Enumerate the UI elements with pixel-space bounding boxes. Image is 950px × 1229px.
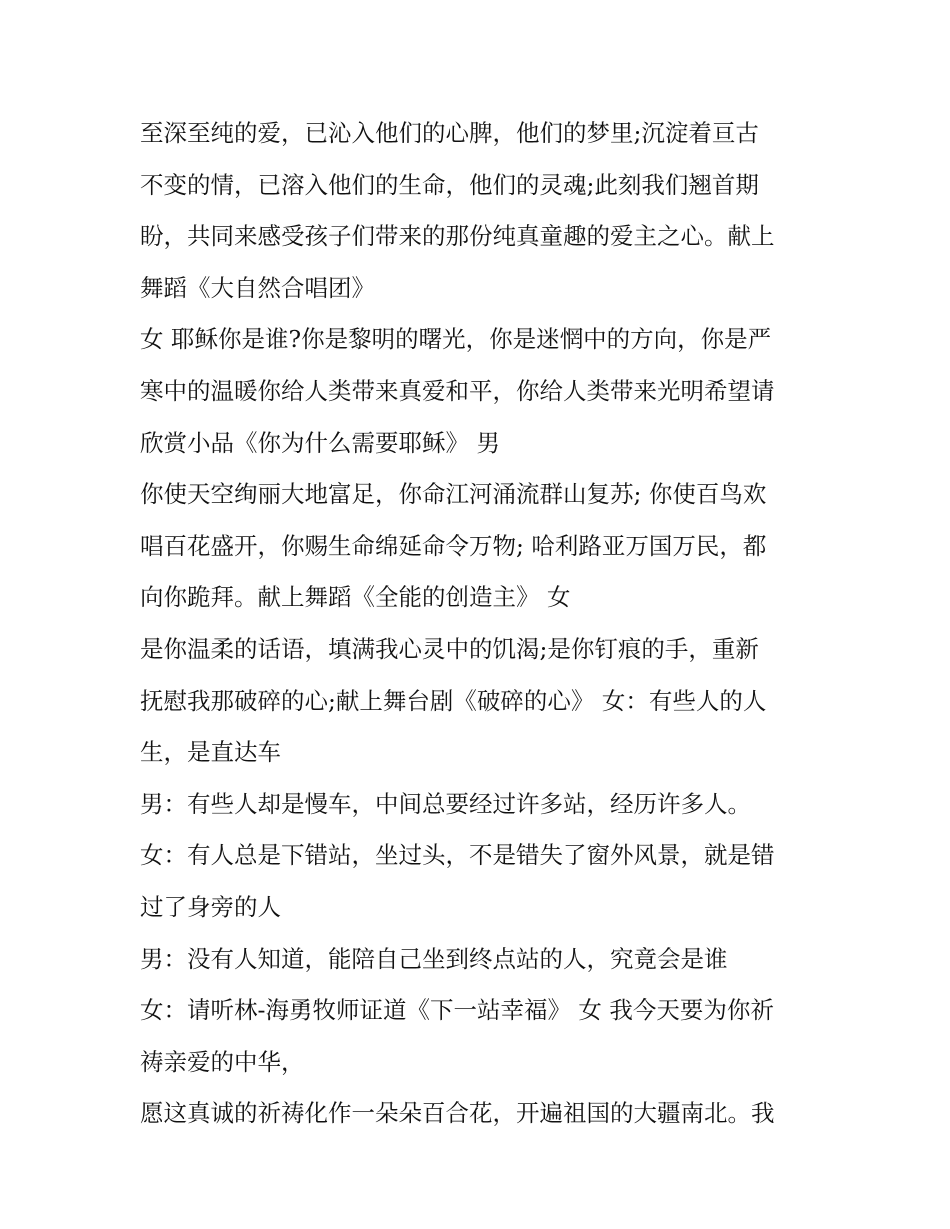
- text-line: 抚慰我那破碎的心;献上舞台剧《破碎的心》 女：有些人的人: [140, 686, 767, 715]
- text-line: 你使天空绚丽大地富足，你命江河涌流群山复苏; 你使百鸟欢: [140, 480, 767, 509]
- text-line: 不变的情，已溶入他们的生命，他们的灵魂;此刻我们翘首期: [140, 170, 759, 199]
- text-line: 寒中的温暖你给人类带来真爱和平，你给人类带来光明希望请: [140, 376, 775, 405]
- text-line: 女：有人总是下错站，坐过头，不是错失了窗外风景，就是错: [140, 841, 775, 870]
- text-line: 向你跪拜。献上舞蹈《全能的创造主》 女: [140, 583, 571, 612]
- text-line: 女：请听林-海勇牧师证道《下一站幸福》 女 我今天要为你祈: [140, 996, 774, 1025]
- text-line: 欣赏小品《你为什么需要耶稣》 男: [140, 428, 500, 457]
- document-body: [140, 108, 820, 1140]
- text-line: 唱百花盛开，你赐生命绵延命令万物; 哈利路亚万国万民，都: [140, 531, 767, 560]
- text-line: 至深至纯的爱，已沁入他们的心脾，他们的梦里;沉淀着亘古: [140, 119, 759, 147]
- text-line: 男：没有人知道，能陪自己坐到终点站的人，究竟会是谁: [140, 944, 728, 973]
- text-line: 女 耶稣你是谁?你是黎明的曙光，你是迷惘中的方向，你是严: [140, 325, 772, 354]
- text-line: 祷亲爱的中华，: [140, 1047, 305, 1076]
- text-line: 是你温柔的话语，填满我心灵中的饥渴;是你钉痕的手，重新: [140, 634, 759, 663]
- text-line: 过了身旁的人: [140, 892, 281, 921]
- text-line: 舞蹈《大自然合唱团》: [140, 273, 375, 302]
- text-line: 男：有些人却是慢车，中间总要经过许多站，经历许多人。: [140, 789, 751, 818]
- text-line: 愿这真诚的祈祷化作一朵朵百合花，开遍祖国的大疆南北。我: [140, 1099, 775, 1128]
- text-line: 盼，共同来感受孩子们带来的那份纯真童趣的爱主之心。献上: [140, 222, 775, 251]
- text-line: 生，是直达车: [140, 738, 281, 767]
